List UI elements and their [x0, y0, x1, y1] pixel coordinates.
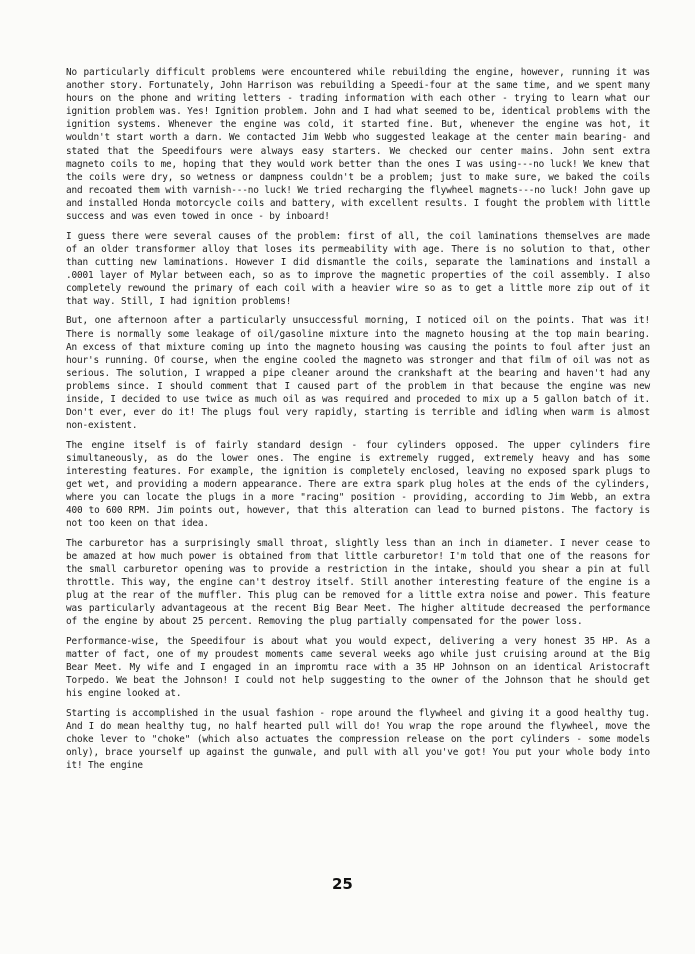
page-number: 25: [332, 875, 353, 893]
paragraph-performance: Performance-wise, the Speedifour is about what you would expect, delivering a very honest 35 HP. As a matter of fact, one of my proudest moments came several weeks ago while just cruising around at the Big Bear Meet. My wife and I engaged in an impromtu race with a 35 HP Johnson on an identical Aristocraft Torpedo. We beat the Johnson! I could not help suggesting to the owner of the Johnson that he should get his engine looked at.: [66, 635, 650, 700]
paragraph-starting: Starting is accomplished in the usual fashion - rope around the flywheel and giving it a good healthy tug. And I do mean healthy tug, no half hearted pull will do! You wrap the rope around the flywheel, move the choke lever to "choke" (which also actuates the compression release on the port cylinders - some models only), brace yourself up against the gunwale, and pull with all you've got! You put your whole body into it! The engine: [66, 707, 650, 772]
paragraph-coil-laminations: I guess there were several causes of the problem: first of all, the coil laminations themselves are made of an older transformer alloy that loses its permeability with age. There is no solution to that, other than cutting new laminations. However I did dismantle the coils, separate the laminations and install a .0001 layer of Mylar between each, so as to improve the magnetic properties of the coil assembly. I also completely rewound the primary of each coil with a heavier wire so as to get a little more zip out of it that way. Still, I had ignition problems!: [66, 230, 650, 307]
paragraph-ignition-problems: No particularly difficult problems were encountered while rebuilding the engine, however, running it was another story. Fortunately, John Harrison was rebuilding a Speedi-four at the same time, and we spent many hours on the phone and writing letters - trading information with each other - trying to learn what our ignition problem was. Yes! Ignition problem. John and I had what seemed to be, identical problems with the ignition systems. Whenever the engine was cold, it started fine. But, whenever the engine was hot, it wouldn't start worth a darn. We contacted Jim Webb who suggested leakage at the center main bearing- and stated that the Speedifours were always easy starters. We checked our center mains. John sent extra magneto coils to me, hoping that they would work better than the ones I was using---no luck! We knew that the coils were dry, so wetness or dampness couldn't be a problem; just to make sure, we baked the coils and recoated them with varnish---no luck! We tried recharging the flywheel magnets---no luck! John gave up and installed Honda motorcycle coils and battery, with excellent results. I fought the problem with little success and was even towed in once - by inboard!: [66, 67, 650, 223]
paragraph-engine-design: The engine itself is of fairly standard design - four cylinders opposed. The upper cylinders fire simultaneously, as do the lower ones. The engine is extremely rugged, extremely heavy and has some interesting features. For example, the ignition is completely enclosed, leaving no exposed spark plugs to get wet, and providing a modern appearance. There are extra spark plug holes at the ends of the cylinders, where you can locate the plugs in a more "racing" position - providing, according to Jim Webb, an extra 400 to 600 RPM. Jim points out, however, that this alteration can lead to burned pistons. The factory is not too keen on that idea.: [66, 439, 650, 530]
paragraph-oil-on-points: But, one afternoon after a particularly unsuccessful morning, I noticed oil on the points. That was it! There is normally some leakage of oil/gasoline mixture into the magneto housing at the top main bearing. An excess of that mixture coming up into the magneto housing was causing the points to foul after just an hour's running. Of course, when the engine cooled the magneto was stronger and that film of oil was not as serious. The solution, I wrapped a pipe cleaner around the crankshaft at the bearing and haven't had any problems since. I should comment that I caused part of the problem in that because the engine was new inside, I decided to use twice as much oil as was required and proceded to mix up a 5 gallon batch of it. Don't ever, ever do it! The plugs foul very rapidly, starting is terrible and idling when warm is almost non-existent.: [66, 315, 650, 432]
article-body: [66, 66, 650, 779]
paragraph-carburetor: The carburetor has a surprisingly small throat, slightly less than an inch in diameter. I never cease to be amazed at how much power is obtained from that little carburetor! I'm told that one of the reasons for the small carburetor opening was to provide a restriction in the intake, should you shear a pin at full throttle. This way, the engine can't destroy itself. Still another interesting feature of the engine is a plug at the rear of the muffler. This plug can be removed for a little extra noise and power. This feature was particularly advantageous at the recent Big Bear Meet. The higher altitude decreased the performance of the engine by about 25 percent. Removing the plug partially compensated for the power loss.: [66, 537, 650, 628]
